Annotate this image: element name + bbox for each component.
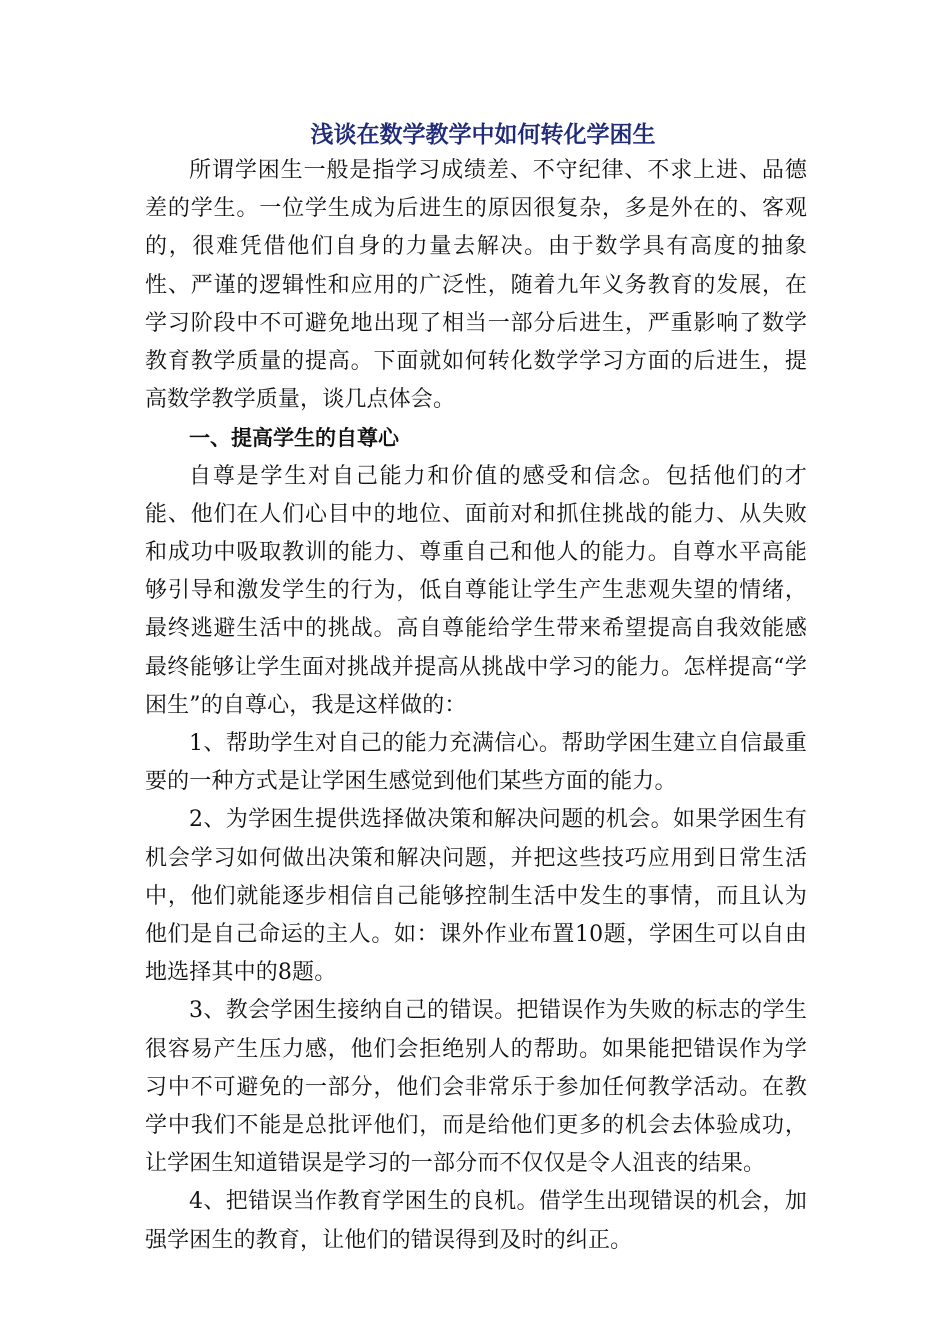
point-2-paragraph: 2、为学困生提供选择做决策和解决问题的机会。如果学困生有机会学习如何做出决策和解决问题，并把这些技巧应用到日常生活中，他们就能逐步相信自己能够控制生活中发生的事情，而且认为他们是自己命运的主人。如：课外作业布置10题，学困生可以自由地选择其中的8题。 bbox=[145, 807, 807, 986]
point-4-paragraph: 4、把错误当作教育学困生的良机。借学生出现错误的机会，加强学困生的教育，让他们的错误得到及时的纠正。 bbox=[145, 1189, 807, 1253]
point-1-paragraph: 1、帮助学生对自己的能力充满信心。帮助学困生建立自信最重要的一种方式是让学困生感觉到他们某些方面的能力。 bbox=[145, 731, 807, 795]
intro-paragraph: 所谓学困生一般是指学习成绩差、不守纪律、不求上进、品德差的学生。一位学生成为后进生的原因很复杂，多是外在的、客观的，很难凭借他们自身的力量去解决。由于数学具有高度的抽象性、严谨的逻辑性和应用的广泛性，随着九年义务教育的发展，在学习阶段中不可避免地出现了相当一部分后进生，严重影响了数学教育教学质量的提高。下面就如何转化数学学习方面的后进生，提高数学教学质量，谈几点体会。 bbox=[145, 158, 807, 413]
section-heading-1: 一、提高学生的自尊心 bbox=[189, 426, 399, 451]
document-page bbox=[145, 118, 807, 1260]
point-3-paragraph: 3、教会学困生接纳自己的错误。把错误作为失败的标志的学生很容易产生压力感，他们会拒绝别人的帮助。如果能把错误作为学习中不可避免的一部分，他们会非常乐于参加任何教学活动。在教学中我们不能是总批评他们，而是给他们更多的机会去体验成功，让学困生知道错误是学习的一部分而不仅仅是令人沮丧的结果。 bbox=[145, 998, 807, 1177]
document-title: 浅谈在数学教学中如何转化学困生 bbox=[310, 122, 656, 148]
section-1-intro-paragraph: 自尊是学生对自己能力和价值的感受和信念。包括他们的才能、他们在人们心目中的地位、面前对和抓住挑战的能力、从失败和成功中吸取教训的能力、尊重自己和他人的能力。自尊水平高能够引导和激发学生的行为，低自尊能让学生产生悲观失望的情绪，最终逃避生活中的挑战。高自尊能给学生带来希望提高自我效能感最终能够让学生面对挑战并提高从挑战中学习的能力。怎样提高“学困生”的自尊心，我是这样做的： bbox=[145, 463, 807, 718]
